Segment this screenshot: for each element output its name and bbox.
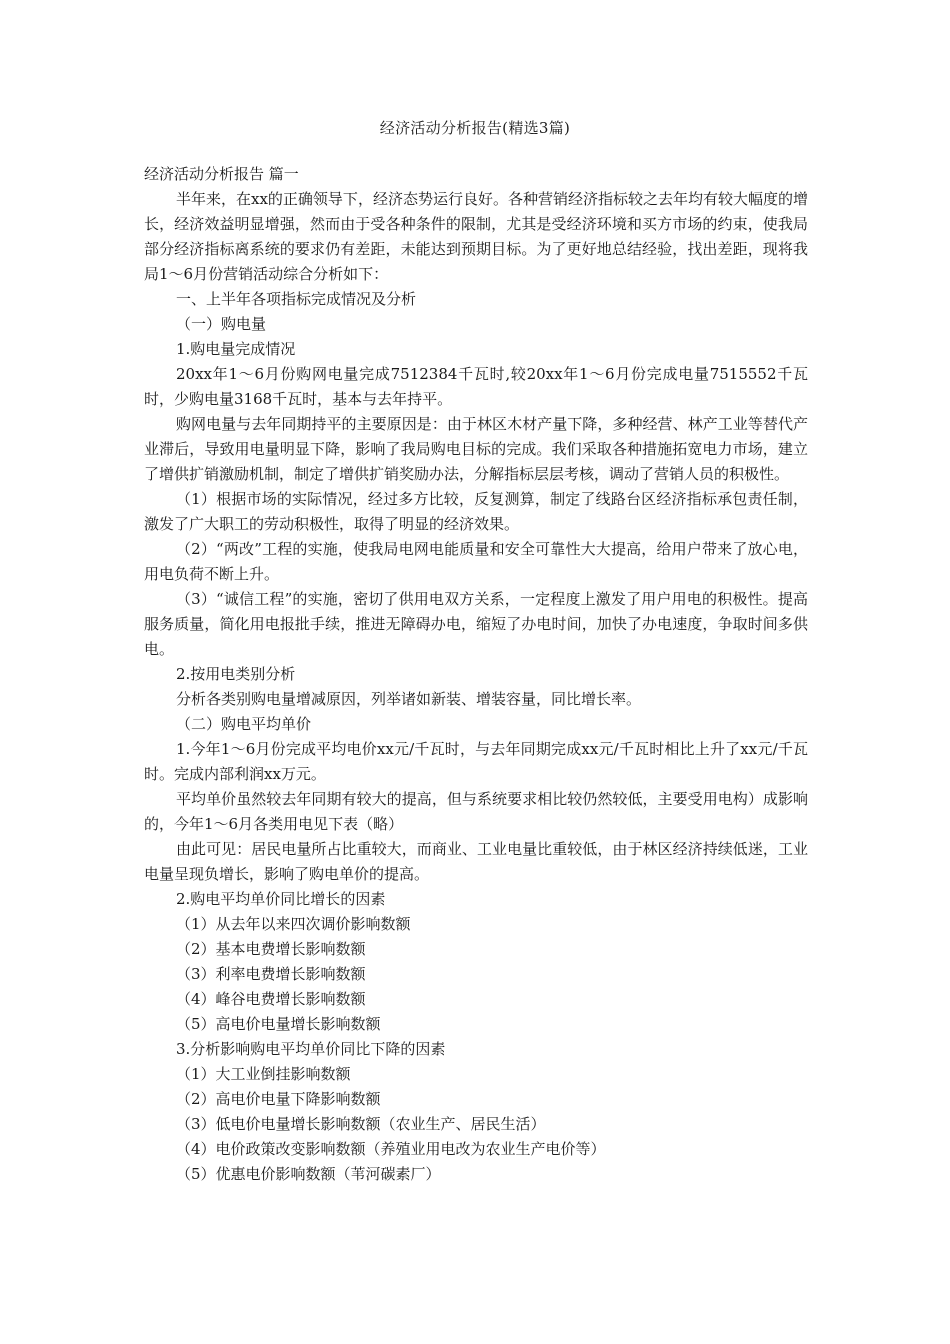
list-item: （5）高电价电量增长影响数额 [176, 1015, 381, 1033]
heading-average-price: （二）购电平均单价 [176, 715, 312, 733]
heading-price-decrease-factors: 3.分析影响购电平均单价同比下降的因素 [176, 1040, 446, 1058]
document-title: 经济活动分析报告(精选3篇) [379, 119, 571, 137]
list-item: （1）大工业倒挂影响数额 [176, 1065, 351, 1083]
paragraph-average-price: 1.今年1～6月份完成平均电价xx元/千瓦时，与去年同期完成xx元/千瓦时相比上升了xx元/千瓦时。完成内部利润xx万元。 [144, 740, 808, 783]
list-item: （1）从去年以来四次调价影响数额 [176, 915, 411, 933]
paragraph-measure-2: （2）“两改”工程的实施，使我局电网电能质量和安全可靠性大大提高，给用户带来了放心电，用电负荷不断上升。 [144, 540, 808, 583]
paragraph-conclusion: 由此可见：居民电量所占比重较大，而商业、工业电量比重较低，由于林区经济持续低迷，工业电量呈现负增长，影响了购电单价的提高。 [144, 840, 808, 883]
heading-purchase-volume: （一）购电量 [176, 315, 267, 333]
document-body [144, 162, 808, 1187]
list-item: （2）高电价电量下降影响数额 [176, 1090, 381, 1108]
heading-volume-completion: 1.购电量完成情况 [176, 340, 296, 358]
paragraph-category-analysis: 分析各类别购电量增减原因，列举诸如新装、增装容量，同比增长率。 [176, 690, 642, 708]
section-heading: 经济活动分析报告 篇一 [144, 165, 299, 183]
list-item: （2）基本电费增长影响数额 [176, 940, 366, 958]
paragraph-measure-1: （1）根据市场的实际情况，经过多方比较，反复测算，制定了线路台区经济指标承包责任制，激发了广大职工的劳动积极性，取得了明显的经济效果。 [144, 490, 808, 533]
paragraph-intro: 半年来，在xx的正确领导下，经济态势运行良好。各种营销经济指标较之去年均有较大幅度的增长，经济效益明显增强，然而由于受各种条件的限制，尤其是受经济环境和买方市场的约束，使我局部分经济指标离系统的要求仍有差距，未能达到预期目标。为了更好地总结经验，找出差距，现将我局1～6月份营销活动综合分析如下： [144, 190, 808, 283]
list-item: （4）电价政策改变影响数额（养殖业用电改为农业生产电价等） [176, 1140, 606, 1158]
list-item: （3）低电价电量增长影响数额（农业生产、居民生活） [176, 1115, 546, 1133]
heading-part-one: 一、上半年各项指标完成情况及分析 [176, 290, 417, 308]
paragraph-volume-figures: 20xx年1～6月份购网电量完成7512384千瓦时,较20xx年1～6月份完成电量7515552千瓦时，少购电量3168千瓦时，基本与去年持平。 [144, 365, 808, 408]
paragraph-measure-3: （3）“诚信工程”的实施，密切了供用电双方关系，一定程度上激发了用户用电的积极性。提高服务质量，简化用电报批手续，推进无障碍办电，缩短了办电时间，加快了办电速度，争取时间多供电。 [144, 590, 808, 658]
list-item: （5）优惠电价影响数额（苇河碳素厂） [176, 1165, 441, 1183]
list-item: （4）峰谷电费增长影响数额 [176, 990, 366, 1008]
paragraph-volume-reasons: 购网电量与去年同期持平的主要原因是：由于林区木材产量下降，多种经营、林产工业等替代产业滞后，导致用电量明显下降，影响了我局购电目标的完成。我们采取各种措施拓宽电力市场，建立了增供扩销激励机制，制定了增供扩销奖励办法，分解指标层层考核，调动了营销人员的积极性。 [144, 415, 808, 483]
heading-category-analysis: 2.按用电类别分析 [176, 665, 296, 683]
paragraph-price-comparison: 平均单价虽然较去年同期有较大的提高，但与系统要求相比较仍然较低，主要受用电构）成影响的，今年1～6月各类用电见下表（略） [144, 790, 808, 833]
heading-price-increase-factors: 2.购电平均单价同比增长的因素 [176, 890, 386, 908]
list-item: （3）利率电费增长影响数额 [176, 965, 366, 983]
